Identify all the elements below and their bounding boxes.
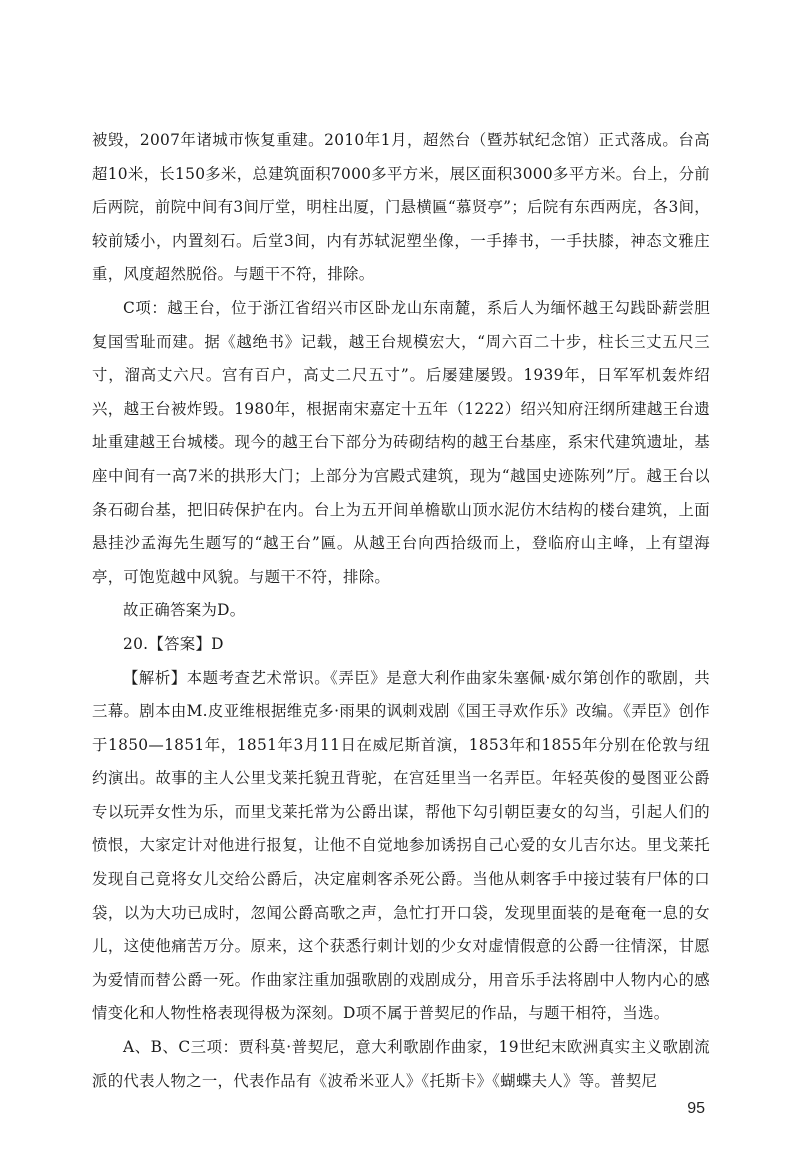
question-20-analysis: 【解析】本题考查艺术常识。《弄臣》是意大利作曲家朱塞佩·威尔第创作的歌剧，共三幕。剧本由M.皮亚维根据维克多·雨果的讽刺戏剧《国王寻欢作乐》改编。《弄臣》创作于1850—1851年，1851年3月11日在威尼斯首演，1853年和1855年分别在伦敦与纽约演出。故事的主人公里戈莱托貌丑背驼，在宫廷里当一名弄臣。年轻英俊的曼图亚公爵专以玩弄女性为乐，而里戈莱托常为公爵出谋，帮他下勾引朝臣妻女的勾当，引起人们的愤恨，大家定计对他进行报复，让他不自觉地参加诱拐自己心爱的女儿吉尔达。里戈莱托发现自己竟将女儿交给公爵后，决定雇刺客杀死公爵。当他从刺客手中接过装有尸体的口袋，以为大功已成时，忽闻公爵高歌之声，急忙打开口袋，发现里面装的是奄奄一息的女儿，这使他痛苦万分。原来，这个获悉行刺计划的少女对虚情假意的公爵一往情深，甘愿为爱情而替公爵一死。作曲家注重加强歌剧的戏剧成分，用音乐手法将剧中人物内心的感情变化和人物性格表现得极为深刻。D项不属于普契尼的作品，与题干相符，当选。 — [92, 668, 710, 1023]
page-body — [92, 124, 710, 1098]
paragraph-option-c-yuewang-tower: C项：越王台，位于浙江省绍兴市区卧龙山东南麓，系后人为缅怀越王勾践卧薪尝胆复国雪耻而建。据《越绝书》记载，越王台规模宏大，“周六百二十步，柱长三丈五尺三寸，溜高丈六尺。宫有百户，高丈二尺五寸”。后屡建屡毁。1939年，日军军机轰炸绍兴，越王台被炸毁。1980年，根据南宋嘉定十五年（1222）绍兴知府汪纲所建越王台遗址重建越王台城楼。现今的越王台下部分为砖砌结构的越王台基座，系宋代建筑遗址，基座中间有一高7米的拱形大门；上部分为宫殿式建筑，现为“越国史迹陈列”厅。越王台以条石砌台基，把旧砖保护在内。台上为五开间单檐歇山顶水泥仿木结构的楼台建筑，上面悬挂沙孟海先生题写的“越王台”匾。从越王台向西拾级而上，登临府山主峰，上有望海亭，可饱览越中风貌。与题干不符，排除。 — [92, 298, 710, 586]
page-number: 95 — [687, 1100, 705, 1117]
paragraph-options-abc-puccini: A、B、C三项：贾科莫·普契尼，意大利歌剧作曲家，19世纪末欧洲真实主义歌剧流派的代表人物之一，代表作品有《波希米亚人》《托斯卡》《蝴蝶夫人》等。普契尼 — [92, 1038, 710, 1090]
paragraph-correct-answer-d: 故正确答案为D。 — [123, 601, 246, 620]
question-20-answer: 20.【答案】D — [123, 634, 224, 653]
paragraph-chaoran-tower-continued: 被毁，2007年诸城市恢复重建。2010年1月，超然台（暨苏轼纪念馆）正式落成。台高超10米，长150多米，总建筑面积7000多平方米，展区面积3000多平方米。台上，分前后两院，前院中间有3间厅堂，明柱出厦，门悬横匾“慕贤亭”；后院有东西两庑，各3间，较前矮小，内置刻石。后堂3间，内有苏轼泥塑坐像，一手捧书，一手扶膝，神态文雅庄重，风度超然脱俗。与题干不符，排除。 — [92, 131, 710, 284]
